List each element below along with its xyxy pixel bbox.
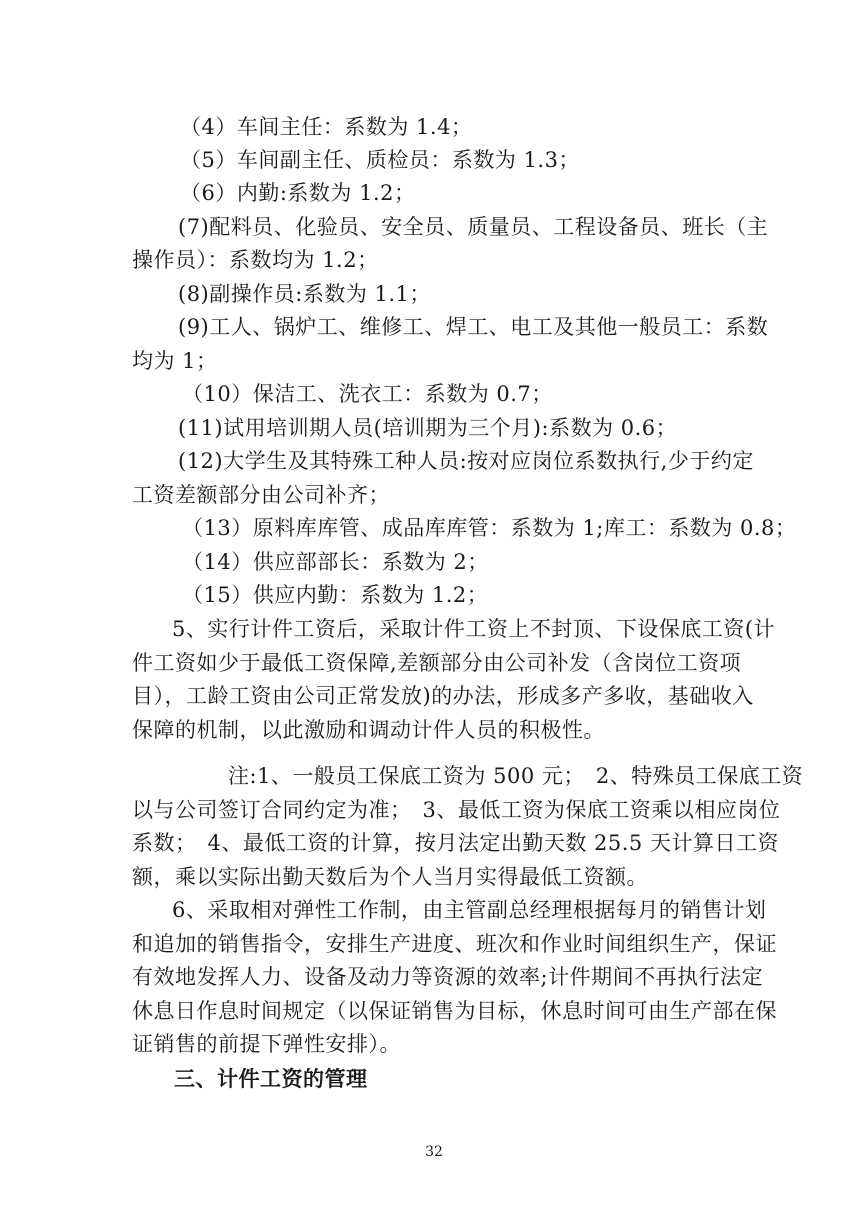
text-line: (11)试用培训期人员(培训期为三个月):系数为 0.6； (178, 416, 678, 440)
text-line: （14）供应部部长：系数为 2； (182, 550, 489, 574)
text-line: （13）原料库库管、成品库库管：系数为 1;库工：系数为 0.8； (182, 516, 797, 540)
text-line: 额，乘以实际出勤天数后为个人当月实得最低工资额。 (132, 865, 648, 889)
text-line: 工资差额部分由公司补齐； (132, 483, 390, 507)
text-line: （6）内勤:系数为 1.2； (180, 181, 416, 205)
text-line: 保障的机制，以此激励和调动计件人员的积极性。 (132, 718, 605, 742)
page-number: 32 (425, 1144, 443, 1160)
text-line: 休息日作息时间规定（以保证销售为目标，休息时间可由生产部在保 (132, 999, 777, 1023)
text-line: 和追加的销售指令，安排生产进度、班次和作业时间组织生产，保证 (132, 932, 777, 956)
text-line: 有效地发挥人力、设备及动力等资源的效率;计件期间不再执行法定 (132, 965, 764, 989)
text-line: 目），工龄工资由公司正常发放)的办法，形成多产多收，基础收入 (132, 684, 754, 708)
text-line: (12)大学生及其特殊工种人员:按对应岗位系数执行,少于约定 (178, 449, 754, 473)
text-line: （10）保洁工、洗衣工：系数为 0.7； (182, 382, 553, 406)
section-heading: 三、计件工资的管理 (174, 1067, 368, 1091)
text-line: （4）车间主任：系数为 1.4； (180, 115, 473, 139)
text-line: (7)配料员、化验员、安全员、质量员、工程设备员、班长（主 (178, 215, 769, 239)
text-line: (8)副操作员:系数为 1.1； (178, 282, 431, 306)
text-line: 注:1、一般员工保底工资为 500 元； 2、特殊员工保底工资 (228, 764, 804, 788)
text-line: （15）供应内勤：系数为 1.2； (182, 583, 489, 607)
text-line: （5）车间副主任、质检员：系数为 1.3； (180, 148, 580, 172)
text-line: 系数； 4、最低工资的计算，按月法定出勤天数 25.5 天计算日工资 (132, 831, 779, 855)
text-line: 以与公司签订合同约定为准； 3、最低工资为保底工资乘以相应岗位 (132, 798, 781, 822)
text-line: 证销售的前提下弹性安排）。 (132, 1032, 401, 1056)
text-line: 均为 1； (132, 349, 218, 373)
text-line: 件工资如少于最低工资保障,差额部分由公司补发（含岗位工资项 (132, 651, 742, 675)
text-line: 6、采取相对弹性工作制，由主管副总经理根据每月的销售计划 (172, 898, 767, 922)
text-line: 5、实行计件工资后，采取计件工资上不封顶、下设保底工资(计 (172, 617, 776, 641)
text-line: 操作员）：系数均为 1.2； (132, 248, 379, 272)
text-line: (9)工人、锅炉工、维修工、焊工、电工及其他一般员工：系数 (178, 315, 769, 339)
